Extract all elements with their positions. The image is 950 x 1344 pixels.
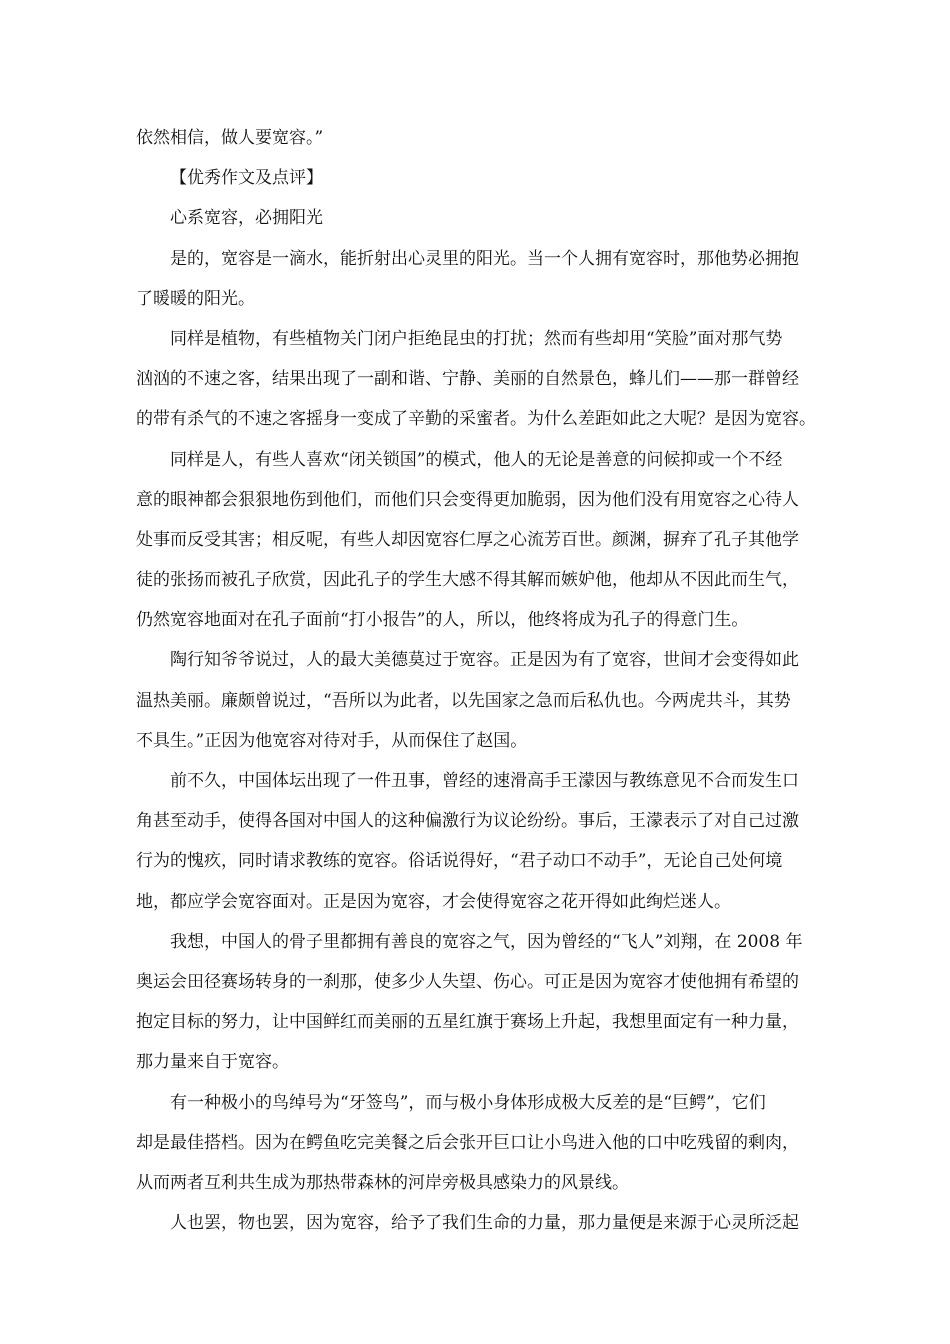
text-line: 角甚至动手，使得各国对中国人的这种偏激行为议论纷纷。事后，王濛表示了对自己过激 <box>136 811 799 832</box>
text-line: 行为的愧疚，同时请求教练的宽容。俗话说得好，“君子动口不动手”，无论自己处何境 <box>136 851 783 872</box>
section-heading: 【优秀作文及点评】 <box>170 168 323 189</box>
text-line: 处事而反受其害；相反呢，有些人却因宽容仁厚之心流芳百世。颜渊，摒弃了孔子其他学 <box>136 529 799 550</box>
text-line: 前不久，中国体坛出现了一件丑事，曾经的速滑高手王濛因与教练意见不合而发生口 <box>170 771 799 791</box>
text-line: 同样是人，有些人喜欢“闭关锁国”的模式，他人的无论是善意的问候抑或一个不经 <box>170 449 783 470</box>
text-line: 奥运会田径赛场转身的一刹那，使多少人失望、伤心。可正是因为宽容才使他拥有希望的 <box>136 971 799 992</box>
text-line: 我想，中国人的骨子里都拥有善良的宽容之气，因为曾经的“飞人”刘翔，在 2008 年 <box>170 931 803 952</box>
paragraph <box>136 640 824 761</box>
paragraph <box>136 440 824 641</box>
text-line: 意的眼神都会狠狠地伤到他们，而他们只会变得更加脆弱，因为他们没有用宽容之心待人 <box>136 489 799 510</box>
text-line: 抱定目标的努力，让中国鲜红而美丽的五星红旗于赛场上升起，我想里面定有一种力量， <box>136 1012 799 1033</box>
text-line: 有一种极小的鸟绰号为“牙签鸟”，而与极小身体形成极大反差的是“巨鳄”，它们 <box>170 1092 766 1113</box>
essay-title: 心系宽容，必拥阳光 <box>170 208 323 229</box>
text-line: 同样是植物，有些植物关门闭户拒绝昆虫的打扰；然而有些却用“笑脸”面对那气势 <box>170 328 783 349</box>
text-line: 陶行知爷爷说过，人的最大美德莫过于宽容。正是因为有了宽容，世间才会变得如此 <box>170 650 799 671</box>
text-line: 了暖暖的阳光。 <box>136 288 255 309</box>
text-line: 徒的张扬而被孔子欣赏，因此孔子的学生大感不得其解而嫉妒他，他却从不因此而生气， <box>136 570 799 591</box>
text-line: 那力量来自于宽容。 <box>136 1052 289 1073</box>
text-line: 却是最佳搭档。因为在鳄鱼吃完美餐之后会张开巨口让小鸟进入他的口中吃残留的剩肉， <box>136 1132 799 1153</box>
text-line: 是的，宽容是一滴水，能折射出心灵里的阳光。当一个人拥有宽容时，那他势必拥抱 <box>170 248 799 269</box>
paragraph <box>136 1083 824 1204</box>
paragraph <box>136 922 824 1083</box>
text-line: 不具生。”正因为他宽容对待对手，从而保住了赵国。 <box>136 730 528 751</box>
text-line: 温热美丽。廉颇曾说过，“吾所以为此者，以先国家之急而后私仇也。今两虎共斗，其势 <box>136 690 791 711</box>
paragraph <box>136 239 824 319</box>
text-line: 从而两者互利共生成为那热带森林的河岸旁极具感染力的风景线。 <box>136 1172 629 1193</box>
paragraph <box>136 319 824 440</box>
text-line: 汹汹的不速之客，结果出现了一副和谐、宁静、美丽的自然景色，蜂儿们——那一群曾经 <box>136 369 799 390</box>
paragraph <box>136 1203 824 1243</box>
opening-line: 依然相信，做人要宽容。” <box>136 128 324 148</box>
document-page <box>136 118 824 1243</box>
text-line: 地，都应学会宽容面对。正是因为宽容，才会使得宽容之花开得如此绚烂迷人。 <box>136 891 731 912</box>
text-line: 人也罢，物也罢，因为宽容，给予了我们生命的力量，那力量便是来源于心灵所泛起 <box>170 1213 799 1234</box>
text-line: 的带有杀气的不速之客摇身一变成了辛勤的采蜜者。为什么差距如此之大呢？是因为宽容。 <box>136 409 816 430</box>
paragraph <box>136 761 824 922</box>
text-line: 仍然宽容地面对在孔子面前“打小报告”的人，所以，他终将成为孔子的得意门生。 <box>136 610 749 631</box>
